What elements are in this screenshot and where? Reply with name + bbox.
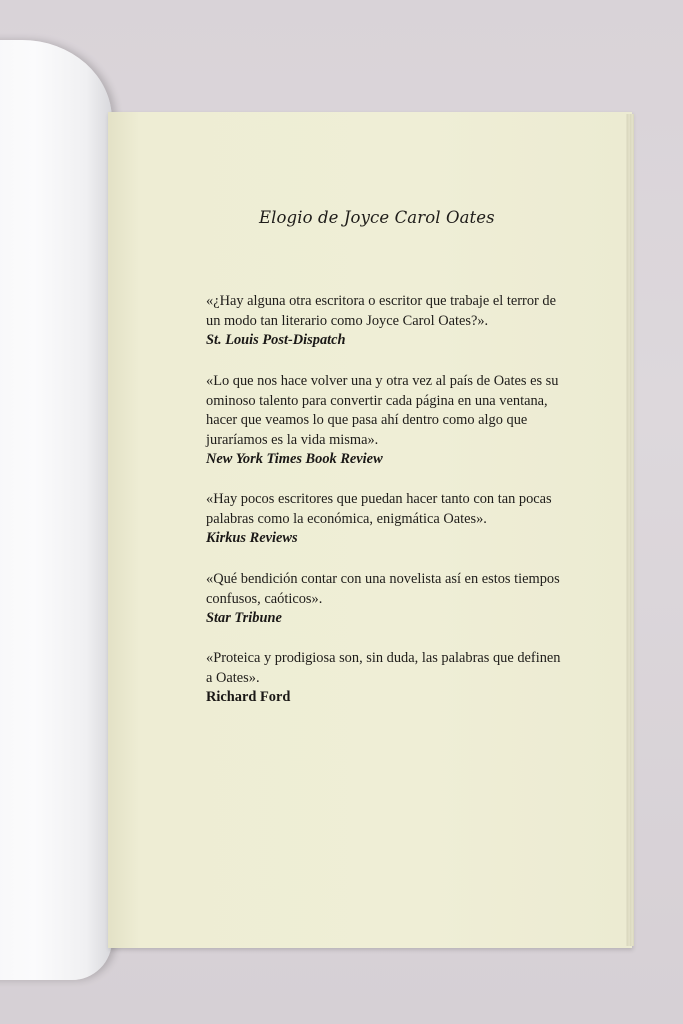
quote-line: «¿Hay alguna otra escritora o escritor que trabaje el terror de: [206, 293, 556, 309]
quote-source: Kirkus Reviews: [206, 530, 298, 547]
quote-source: New York Times Book Review: [206, 451, 383, 468]
quote-block: [206, 372, 586, 470]
quote-block: [206, 490, 586, 549]
quote-block: [206, 570, 586, 629]
quote-block: [206, 649, 586, 708]
quote-block: [206, 292, 586, 351]
quote-line: «Proteica y prodigiosa son, sin duda, las palabras que definen: [206, 650, 561, 666]
quote-source: St. Louis Post-Dispatch: [206, 332, 346, 349]
quote-line: ominoso talento para convertir cada página en una ventana,: [206, 392, 548, 409]
page-title: Elogio de Joyce Carol Oates: [259, 208, 495, 227]
quote-source: Star Tribune: [206, 610, 282, 627]
page-edge: [626, 114, 634, 946]
quote-line: juraríamos es la vida misma».: [206, 431, 379, 448]
quote-line: un modo tan literario como Joyce Carol Oates?».: [206, 312, 489, 329]
quote-line: palabras como la económica, enigmática Oates».: [206, 510, 487, 527]
quote-source: Richard Ford: [206, 689, 291, 706]
quote-line: a Oates».: [206, 669, 260, 686]
quote-line: hacer que veamos lo que pasa ahí dentro como algo que: [206, 412, 528, 429]
left-blank-page: [0, 40, 112, 980]
quote-line: «Qué bendición contar con una novelista así en estos tiempos: [206, 571, 560, 587]
quote-line: «Lo que nos hace volver una y otra vez al país de Oates es su: [206, 373, 559, 389]
quote-line: «Hay pocos escritores que puedan hacer tanto con tan pocas: [206, 491, 552, 507]
quote-line: confusos, caóticos».: [206, 590, 323, 607]
